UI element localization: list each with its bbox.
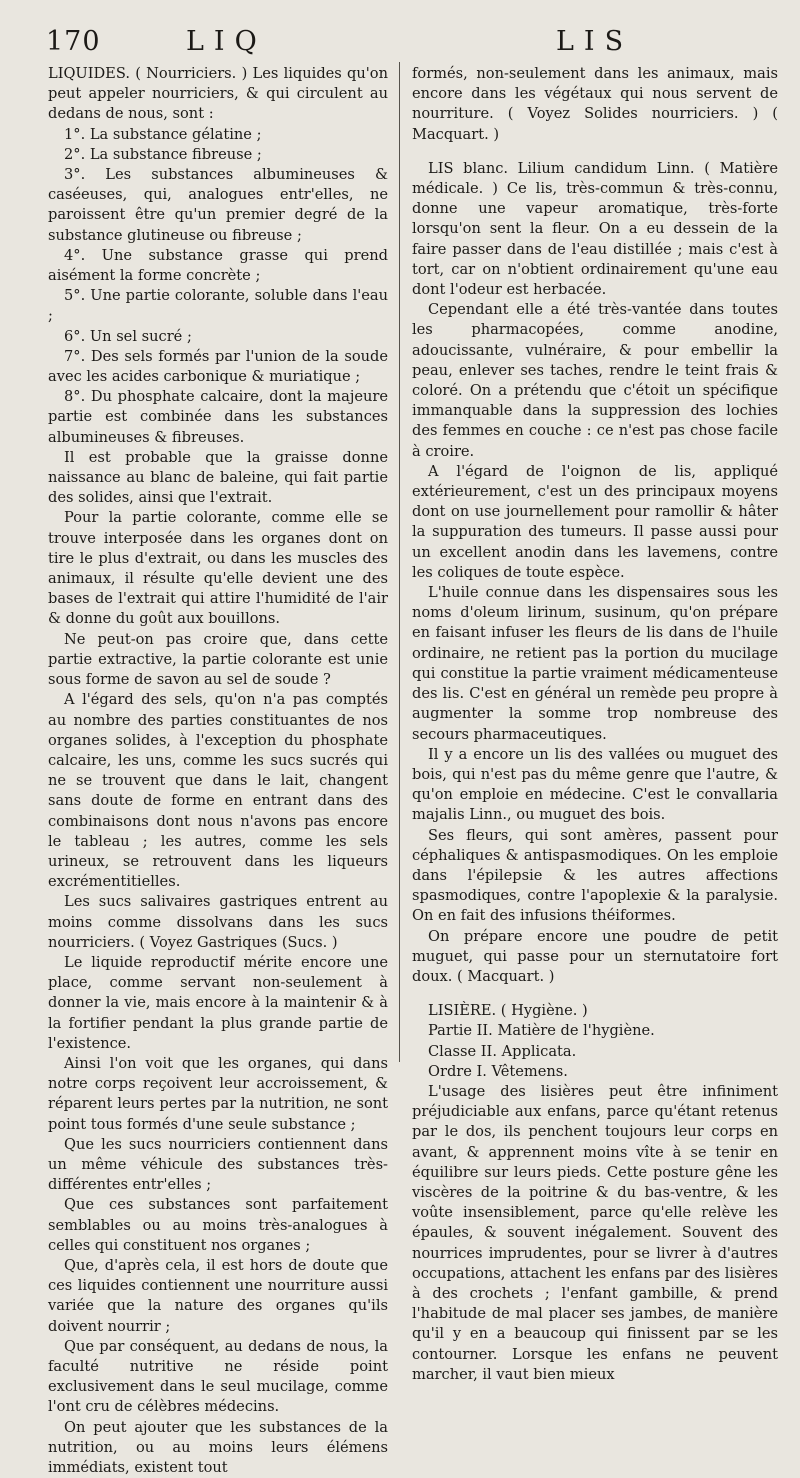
paragraph: Que ces substances sont parfaitement semblables ou au moins très-analogues à celles qui constituent nos organes ; [48,1196,388,1254]
spacer [412,987,778,1001]
paragraph: Ses fleurs, qui sont amères, passent pour céphaliques & antispasmodiques. On les emploie dans l'épilepsie & les autres affections spasmodiques, contre l'apoplexie & la paralysie. On en fait des infusions théiformes. [412,826,778,925]
paragraph: Le liquide reproductif mérite encore une place, comme servant non-seulement à donner la vie, mais encore à la maintenir & à la fortifier pendant la plus grande partie de l'existence. [48,953,388,1052]
paragraph: Ainsi l'on voit que les organes, qui dans notre corps reçoivent leur accroissement, & réparent leurs pertes par la nutrition, ne sont point tous formés d'une seule substance ; [48,1054,388,1133]
paragraph: Que par conséquent, au dedans de nous, la faculté nutritive ne réside point exclusivement dans le seul mucilage, comme l'ont cru de célèbres médecins. [48,1337,388,1416]
left-column [48,64,388,1478]
paragraph: 6°. Un sel sucré ; [64,327,192,345]
paragraph: A l'égard des sels, qu'on n'a pas comptés au nombre des parties constituantes de nos organes solides, à l'exception du phosphate calcaire, les uns, comme les sucs sucrés qui ne se trouvent que dans le lait, changent sans doute de forme en entrant dans des combinaisons dont nous n'avons pas encore le tableau ; les autres, comme les sels urineux, se retrouvent dans les liqueurs excrémentitielles. [48,691,388,891]
paragraph: LIQUIDES. ( Nourriciers. ) Les liquides qu'on peut appeler nourriciers, & qui circulent au dedans de nous, sont : [48,65,388,123]
entry-lis-blanc: LIS blanc. Lilium candidum Linn. ( Matière médicale. ) Ce lis, très-commun & très-connu, donne une vapeur aromatique, très-forte lorsqu'on sent la fleur. On a eu dessein de la faire passer dans de l'eau distillée ; mais c'est à tort, car on n'obtient ordinairement qu'une eau dont l'odeur est herbacée. [412,159,778,299]
paragraph: 1°. La substance gélatine ; [64,125,262,143]
paragraph: Partie II. Matière de l'hygiène. [428,1022,655,1040]
spacer [412,145,778,159]
paragraph: 5°. Une partie colorante, soluble dans l'eau ; [48,287,388,325]
paragraph: Ordre I. Vêtemens. [428,1062,568,1080]
paragraph: L'usage des lisières peut être infiniment préjudiciable aux enfans, parce qu'étant retenus par le dos, ils penchent toujours leur corps en avant, & apprennent moins vîte à se tenir en équilibre sur leurs pieds. Cette posture gêne les viscères de la poitrine & du bas-ventre, & les voûte insensiblement, parce qu'elle relève les épaules, & souvent inégalement. Souvent des nourrices imprudentes, pour se livrer à d'autres occupations, attachent les enfans par des lisières à des crochets ; l'enfant gambille, & prend l'habitude de mal placer ses jambes, de manière qu'il y en a beaucoup qui finissent par se les contourner. Lorsque les enfans ne peuvent marcher, il vaut bien mieux [412,1082,778,1383]
page-number: 170 [46,26,101,57]
column-divider [399,62,400,1062]
paragraph: 7°. Des sels formés par l'union de la soude avec les acides carbonique & muriatique ; [48,347,388,386]
paragraph: Classe II. Applicata. [428,1042,577,1060]
paragraph: Ne peut-on pas croire que, dans cette partie extractive, la partie colorante est unie sous forme de savon au sel de soude ? [48,630,388,689]
left-headword: LIQ [186,26,267,57]
paragraph: 8°. Du phosphate calcaire, dont la majeure partie est combinée dans les substances albumineuses & fibreuses. [48,388,388,446]
paragraph: Que les sucs nourriciers contiennent dans un même véhicule des substances très-différentes entr'elles ; [48,1135,388,1194]
paragraph: Il est probable que la graisse donne naissance au blanc de baleine, qui fait partie des solides, ainsi que l'extrait. [48,448,388,507]
paragraph: On peut ajouter que les substances de la nutrition, ou au moins leurs élémens immédiats, existent tout [48,1418,388,1477]
paragraph: Les sucs salivaires gastriques entrent au moins comme dissolvans dans les sucs nourriciers. ( Voyez Gastriques (Sucs. ) [48,893,388,951]
paragraph: On prépare encore une poudre de petit muguet, qui passe pour un sternutatoire fort doux. ( Macquart. ) [412,927,778,985]
paragraph: Que, d'après cela, il est hors de doute que ces liquides contiennent une nourriture aussi variée que la nature des organes qu'ils doivent nourrir ; [48,1256,388,1335]
right-headword: LIS [556,26,634,57]
paragraph: L'huile connue dans les dispensaires sous les noms d'oleum lirinum, susinum, qu'on prépare en faisant infuser les fleurs de lis dans de l'huile ordinaire, ne retient pas la portion du mucilage qui constitue la partie vraiment médicamenteuse des lis. C'est en général un remède peu propre à augmenter la somme trop nombreuse des secours pharmaceutiques. [412,584,778,743]
paragraph: Il y a encore un lis des vallées ou muguet des bois, qui n'est pas du même genre que l'autre, & qu'on emploie en médecine. C'est le convallaria majalis Linn., ou muguet des bois. [412,745,778,824]
paragraph: 2°. La substance fibreuse ; [64,145,262,163]
paragraph: Pour la partie colorante, comme elle se trouve interposée dans les organes dont on tire le plus d'extrait, ou dans les muscles des animaux, il résulte qu'elle devient une des bases de l'extrait qui attire l'humidité de l'air & donne du goût aux bouillons. [48,509,388,628]
paragraph: 3°. Les substances albumineuses & caséeuses, qui, analogues entr'elles, ne paroissent être qu'un premier degré de la substance glutineuse ou fibreuse ; [48,166,388,244]
right-column [412,64,778,1385]
paragraph: A l'égard de l'oignon de lis, appliqué extérieurement, c'est un des principaux moyens dont on use journellement pour ramollir & hâter la suppuration des tumeurs. Il passe aussi pour un excellent anodin dans les lavemens, contre les coliques de toute espèce. [412,462,778,581]
entry-lisiere: LISIÈRE. ( Hygiène. ) [428,1002,588,1020]
running-header [0,20,800,60]
paragraph: 4°. Une substance grasse qui prend aisément la forme concrète ; [48,246,388,285]
paragraph: Cependant elle a été très-vantée dans toutes les pharmacopées, comme anodine, adoucissante, vulnéraire, & pour embellir la peau, enlever ses taches, rendre le teint frais & coloré. On a prétendu que c'étoit un spécifique immanquable dans la suppression des lochies des femmes en couche : ce n'est pas chose facile à croire. [412,301,778,460]
paragraph: formés, non-seulement dans les animaux, mais encore dans les végétaux qui nous servent de nourriture. ( Voyez Solides nourriciers. ) ( Macquart. ) [412,65,778,143]
